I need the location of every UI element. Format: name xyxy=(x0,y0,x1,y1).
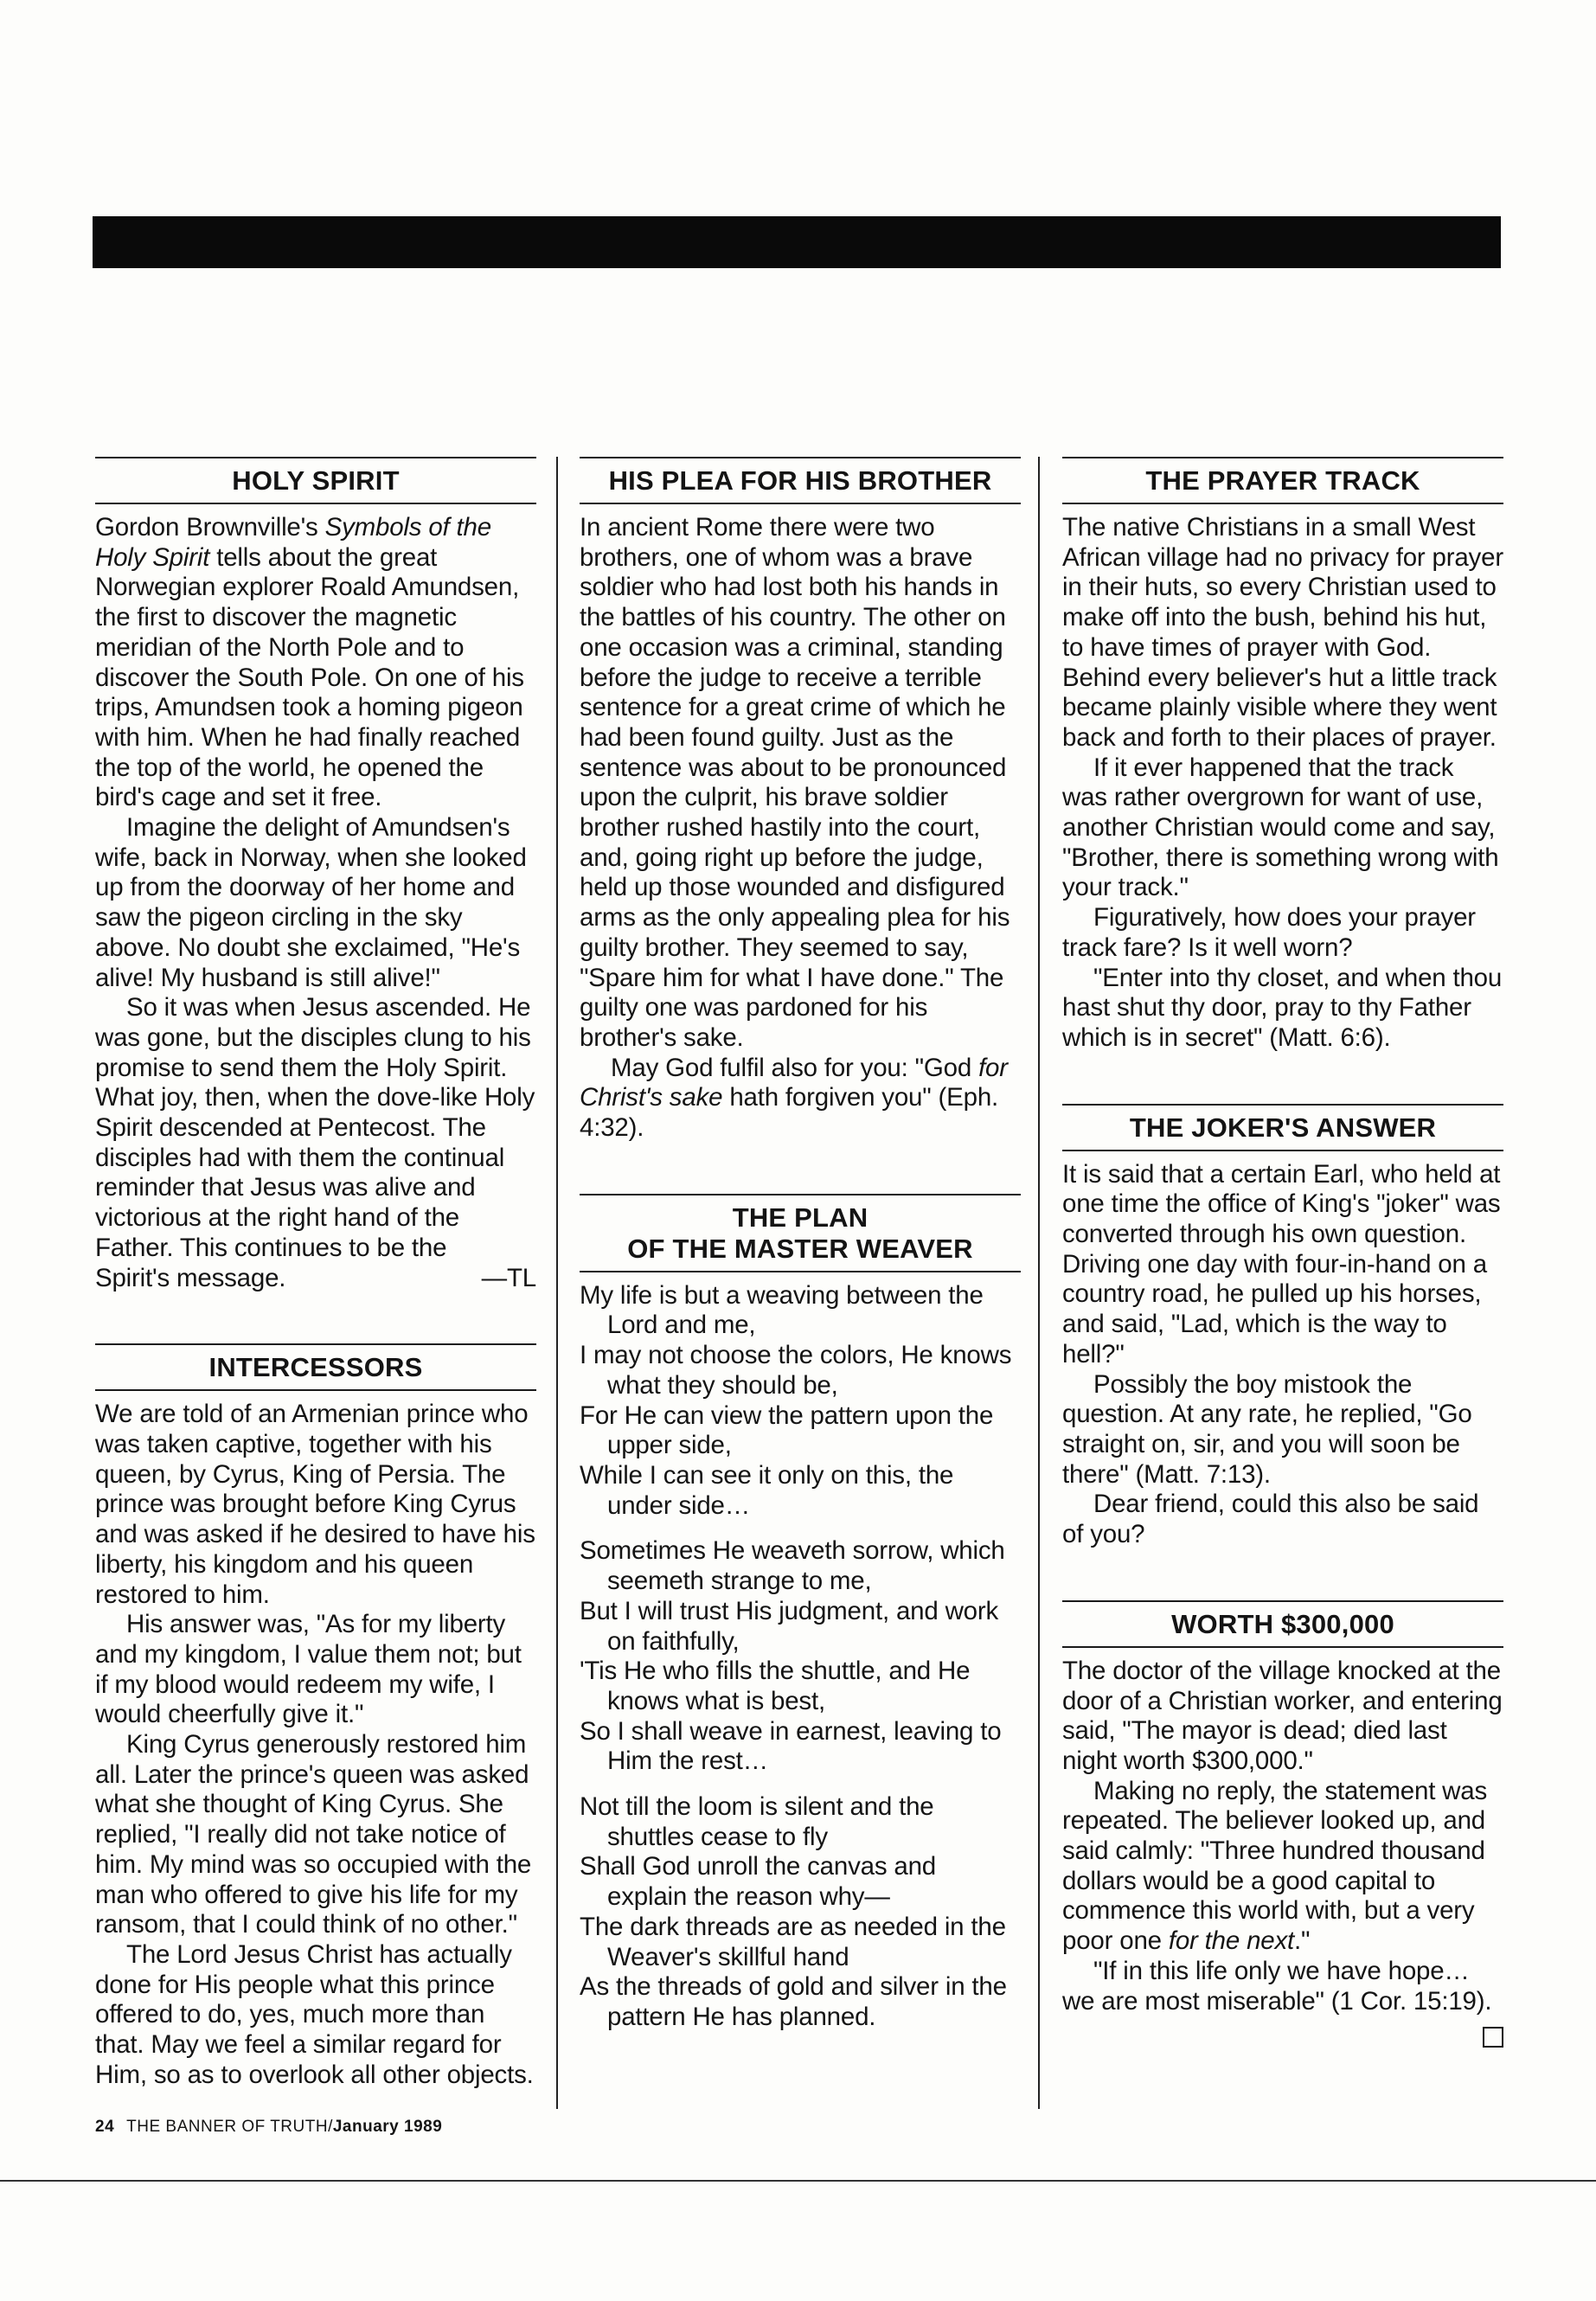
poem-stanza xyxy=(580,1536,1021,1777)
header-bar xyxy=(93,216,1501,268)
article-plea xyxy=(580,457,1021,1144)
poem-line: But I will trust His judgment, and work on faithfully, xyxy=(580,1596,999,1656)
article-weaver-poem xyxy=(580,1194,1021,2033)
end-of-article-icon xyxy=(1483,2027,1503,2048)
article-title: THE PLAN OF THE MASTER WEAVER xyxy=(580,1194,1021,1272)
poem-line: Shall God unroll the canvas and explain the reason why— xyxy=(580,1852,936,1912)
poem-line: Sometimes He weaveth sorrow, which seemeth strange to me, xyxy=(580,1536,1005,1596)
paragraph: His answer was, "As for my liberty and my kingdom, I value them not; but if my blood would redeem my wife, I would cheerfully give it." xyxy=(95,1610,522,1729)
article-intercessors xyxy=(95,1343,536,2090)
poem-stanza xyxy=(580,1281,1021,1522)
paragraph: In ancient Rome there were two brothers, one of whom was a brave soldier who had lost both his hands in the battles of his country. The other on one occasion was a criminal, standing before the judge to receive a terrible sentence for a great crime of which he had been found guilty. Just as the sentence was about to be pronounced upon the culprit, his brave soldier brother rushed hastily into the court, and, going right up before the judge, held up those wounded and disfigured arms as the only appealing plea for his guilty brother. They seemed to say, "Spare him for what I have done." The guilty one was pardoned for his brother's sake. xyxy=(580,513,1010,1052)
column-left xyxy=(95,457,536,2140)
paragraph: The native Christians in a small West African village had no privacy for prayer in their huts, so every Christian used to make off into the bush, behind his hut, to have times of prayer with God. Behind every believer's hut a little track became plainly visible where they went back and forth to their places of prayer. xyxy=(1062,513,1503,752)
poem-line: My life is but a weaving between the Lord and me, xyxy=(580,1280,984,1340)
column-divider-1 xyxy=(556,457,558,2109)
paragraph: The Lord Jesus Christ has actually done for His people what this prince offered to do, yes, much more than that. May we feel a similar regard for Him, so as to overlook all other objects. xyxy=(95,1939,534,2089)
paragraph: If it ever happened that the track was rather overgrown for want of use, another Christian would come and say, "Brother, there is something wrong with your track." xyxy=(1062,753,1499,902)
paragraph: We are told of an Armenian prince who was taken captive, together with his queen, by Cyrus, King of Persia. The prince was brought before King Cyrus and was asked if he desired to have his liberty, his kingdom and his queen restored to him. xyxy=(95,1400,535,1609)
poem-line: I may not choose the colors, He knows what they should be, xyxy=(580,1341,1012,1400)
poem-line: The dark threads are as needed in the Weaver's skillful hand xyxy=(580,1912,1006,1971)
paragraph: Possibly the boy mistook the question. At any rate, he replied, "Go straight on, sir, and you will soon be there" (Matt. 7:13). xyxy=(1062,1369,1472,1489)
issue-date: January 1989 xyxy=(332,2118,443,2136)
poem-stanza xyxy=(580,1792,1021,2033)
article-title: HOLY SPIRIT xyxy=(95,457,536,504)
article-holy-spirit xyxy=(95,457,536,1293)
article-title: THE JOKER'S ANSWER xyxy=(1062,1104,1503,1151)
paragraph: Gordon Brownville's Symbols of the Holy Spirit tells about the great Norwegian explorer Roald Amundsen, the first to discover the magnetic meridian of the North Pole and to discover the South Pole. On one of his trips, Amundsen took a homing pigeon with him. When he had finally reached the top of the world, he opened the bird's cage and set it free. xyxy=(95,513,524,812)
paragraph: It is said that a certain Earl, who held at one time the office of King's "joker" was converted through his own question. Driving one day with four-in-hand on a country road, he pulled up his horses, and said, "Lad, which is the way to hell?" xyxy=(1062,1159,1501,1368)
article-prayer-track xyxy=(1062,457,1503,1054)
paragraph: So it was when Jesus ascended. He was gone, but the disciples clung to his promise to send them the Holy Spirit. What joy, then, when the dove-like Holy Spirit descended at Pentecost. The disciples had with them the continual reminder that Jesus was alive and victorious at the right hand of the Father. This continues to be the xyxy=(95,993,535,1262)
paragraph: Dear friend, could this also be said of you? xyxy=(1062,1490,1479,1549)
poem-line: As the threads of gold and silver in the pattern He has planned. xyxy=(580,1972,1007,2031)
poem-line: So I shall weave in earnest, leaving to Him the rest… xyxy=(580,1716,1002,1776)
poem-line: For He can view the pattern upon the upper side, xyxy=(580,1400,994,1460)
poem-line: 'Tis He who fills the shuttle, and He knows what is best, xyxy=(580,1657,971,1715)
poem-line: Not till the loom is silent and the shuttles cease to fly xyxy=(580,1792,934,1851)
page-number: 24 xyxy=(95,2118,115,2136)
column-middle xyxy=(580,457,1021,2083)
book-title: Symbols of the Holy Spirit xyxy=(95,513,491,572)
article-worth xyxy=(1062,1600,1503,2016)
paragraph: King Cyrus generously restored him all. Later the prince's queen was asked what she thought of King Cyrus. She replied, "I really did not take notice of him. My mind was so occupied with the man who offered to give his life for my ransom, that I could think of no other." xyxy=(95,1730,532,1939)
paragraph: "If in this life only we have hope… we are most miserable" (1 Cor. 15:19). xyxy=(1062,1956,1492,2016)
signoff-line: Spirit's message. —TL xyxy=(95,1263,536,1292)
paragraph: Making no reply, the statement was repeated. The believer looked up, and said calmly: "Three hundred thousand dollars would be a good capital to commence this world with, but a very poor one for the next." xyxy=(1062,1776,1488,1956)
article-title: HIS PLEA FOR HIS BROTHER xyxy=(580,457,1021,504)
bottom-rule xyxy=(0,2180,1596,2182)
paragraph: "Enter into thy closet, and when thou hast shut thy door, pray to thy Father which is in secret" (Matt. 6:6). xyxy=(1062,963,1503,1052)
paragraph: The doctor of the village knocked at the door of a Christian worker, and entering said, "The mayor is dead; died last night worth $300,000." xyxy=(1062,1656,1503,1775)
page-footer xyxy=(95,2118,442,2137)
publication-name: THE BANNER OF TRUTH/ xyxy=(126,2118,333,2136)
paragraph: Imagine the delight of Amundsen's wife, back in Norway, when she looked up from the doorway of her home and saw the pigeon circling in the sky above. No doubt she exclaimed, "He's alive! My husband is still alive!" xyxy=(95,813,527,992)
paragraph: Figuratively, how does your prayer track fare? Is it well worn? xyxy=(1062,903,1476,962)
column-right xyxy=(1062,457,1503,2067)
poem-line: While I can see it only on this, the under side… xyxy=(580,1460,954,1520)
column-divider-2 xyxy=(1038,457,1040,2109)
article-title: THE PRAYER TRACK xyxy=(1062,457,1503,504)
article-title: INTERCESSORS xyxy=(95,1343,536,1391)
article-joker xyxy=(1062,1104,1503,1550)
paragraph: May God fulfil also for you: "God for Christ's sake hath forgiven you" (Eph. 4:32). xyxy=(580,1053,1008,1143)
article-title: WORTH $300,000 xyxy=(1062,1600,1503,1648)
author-signature: —TL xyxy=(481,1263,536,1292)
